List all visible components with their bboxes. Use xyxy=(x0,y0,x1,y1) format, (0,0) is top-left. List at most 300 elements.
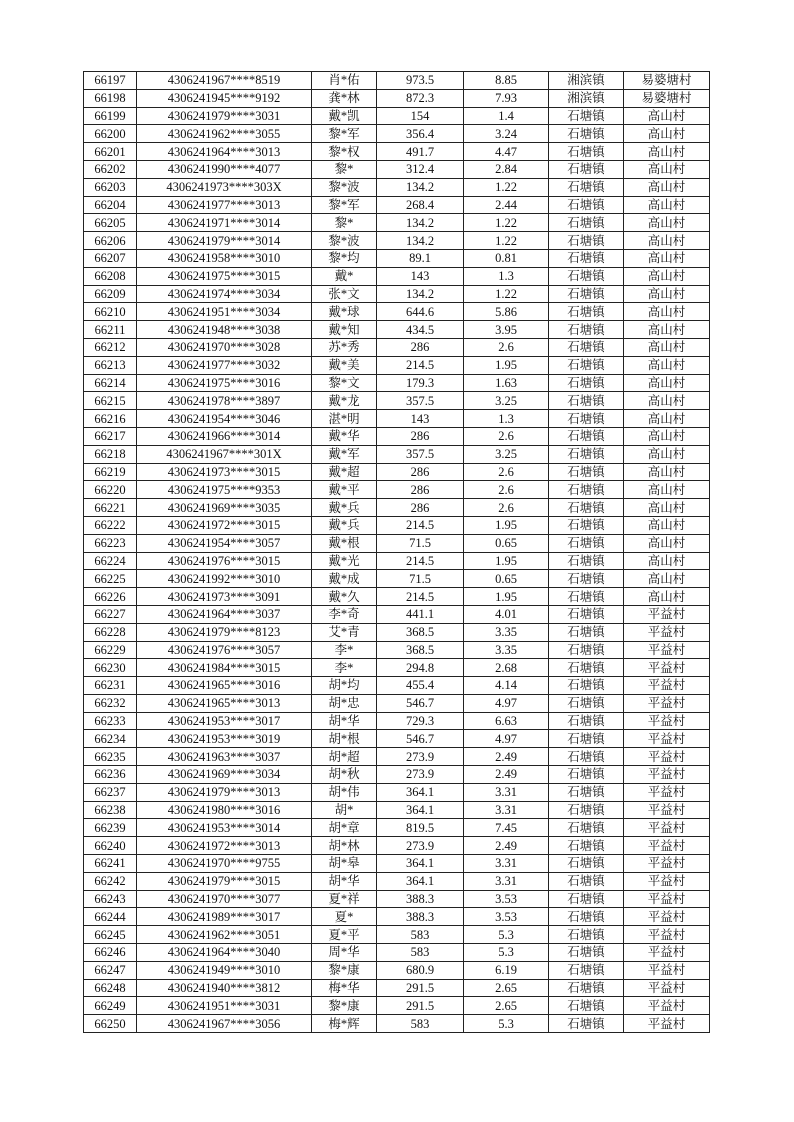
town-cell: 石塘镇 xyxy=(549,356,624,374)
amount-cell: 134.2 xyxy=(377,214,464,232)
town-cell: 石塘镇 xyxy=(549,872,624,890)
town-cell: 石塘镇 xyxy=(549,499,624,517)
table-row xyxy=(84,143,710,161)
id-number-cell: 4306241973****3015 xyxy=(137,463,312,481)
area-cell: 2.6 xyxy=(464,338,549,356)
name-cell: 胡*章 xyxy=(312,819,377,837)
table-row xyxy=(84,481,710,499)
name-cell: 黎*波 xyxy=(312,178,377,196)
area-cell: 2.44 xyxy=(464,196,549,214)
table-row xyxy=(84,979,710,997)
town-cell: 石塘镇 xyxy=(549,285,624,303)
village-cell: 高山村 xyxy=(624,196,710,214)
name-cell: 龚*林 xyxy=(312,89,377,107)
table-row xyxy=(84,623,710,641)
table-row xyxy=(84,321,710,339)
town-cell: 石塘镇 xyxy=(549,232,624,250)
amount-cell: 291.5 xyxy=(377,997,464,1015)
town-cell: 湘滨镇 xyxy=(549,72,624,90)
row-number-cell: 66240 xyxy=(84,837,137,855)
name-cell: 戴*兵 xyxy=(312,499,377,517)
village-cell: 高山村 xyxy=(624,285,710,303)
village-cell: 高山村 xyxy=(624,445,710,463)
row-number-cell: 66225 xyxy=(84,570,137,588)
town-cell: 湘滨镇 xyxy=(549,89,624,107)
area-cell: 2.6 xyxy=(464,481,549,499)
id-number-cell: 4306241958****3010 xyxy=(137,249,312,267)
village-cell: 平益村 xyxy=(624,605,710,623)
id-number-cell: 4306241974****3034 xyxy=(137,285,312,303)
name-cell: 胡*根 xyxy=(312,730,377,748)
id-number-cell: 4306241970****3028 xyxy=(137,338,312,356)
amount-cell: 291.5 xyxy=(377,979,464,997)
amount-cell: 134.2 xyxy=(377,285,464,303)
village-cell: 高山村 xyxy=(624,534,710,552)
name-cell: 戴*成 xyxy=(312,570,377,588)
village-cell: 高山村 xyxy=(624,570,710,588)
row-number-cell: 66211 xyxy=(84,321,137,339)
area-cell: 2.65 xyxy=(464,997,549,1015)
table-row xyxy=(84,855,710,873)
area-cell: 7.45 xyxy=(464,819,549,837)
row-number-cell: 66208 xyxy=(84,267,137,285)
name-cell: 戴*美 xyxy=(312,356,377,374)
table-row xyxy=(84,107,710,125)
row-number-cell: 66227 xyxy=(84,605,137,623)
village-cell: 高山村 xyxy=(624,214,710,232)
amount-cell: 364.1 xyxy=(377,801,464,819)
village-cell: 平益村 xyxy=(624,855,710,873)
table-row xyxy=(84,463,710,481)
id-number-cell: 4306241979****8123 xyxy=(137,623,312,641)
town-cell: 石塘镇 xyxy=(549,659,624,677)
table-row xyxy=(84,783,710,801)
table-row xyxy=(84,766,710,784)
name-cell: 黎* xyxy=(312,214,377,232)
town-cell: 石塘镇 xyxy=(549,837,624,855)
table-row xyxy=(84,125,710,143)
amount-cell: 819.5 xyxy=(377,819,464,837)
row-number-cell: 66197 xyxy=(84,72,137,90)
row-number-cell: 66226 xyxy=(84,588,137,606)
row-number-cell: 66220 xyxy=(84,481,137,499)
area-cell: 1.95 xyxy=(464,356,549,374)
name-cell: 夏* xyxy=(312,908,377,926)
area-cell: 1.95 xyxy=(464,588,549,606)
village-cell: 高山村 xyxy=(624,463,710,481)
village-cell: 平益村 xyxy=(624,837,710,855)
area-cell: 0.65 xyxy=(464,570,549,588)
name-cell: 黎*军 xyxy=(312,196,377,214)
name-cell: 苏*秀 xyxy=(312,338,377,356)
area-cell: 0.65 xyxy=(464,534,549,552)
id-number-cell: 4306241984****3015 xyxy=(137,659,312,677)
town-cell: 石塘镇 xyxy=(549,214,624,232)
name-cell: 胡*伟 xyxy=(312,783,377,801)
area-cell: 2.49 xyxy=(464,766,549,784)
village-cell: 高山村 xyxy=(624,552,710,570)
row-number-cell: 66203 xyxy=(84,178,137,196)
amount-cell: 214.5 xyxy=(377,516,464,534)
town-cell: 石塘镇 xyxy=(549,267,624,285)
town-cell: 石塘镇 xyxy=(549,748,624,766)
area-cell: 1.3 xyxy=(464,267,549,285)
area-cell: 5.86 xyxy=(464,303,549,321)
town-cell: 石塘镇 xyxy=(549,855,624,873)
village-cell: 高山村 xyxy=(624,338,710,356)
amount-cell: 268.4 xyxy=(377,196,464,214)
village-cell: 平益村 xyxy=(624,712,710,730)
amount-cell: 143 xyxy=(377,410,464,428)
row-number-cell: 66221 xyxy=(84,499,137,517)
village-cell: 平益村 xyxy=(624,1015,710,1033)
village-cell: 高山村 xyxy=(624,267,710,285)
table-row xyxy=(84,392,710,410)
village-cell: 平益村 xyxy=(624,623,710,641)
id-number-cell: 4306241964****3037 xyxy=(137,605,312,623)
amount-cell: 143 xyxy=(377,267,464,285)
table-row xyxy=(84,926,710,944)
name-cell: 胡*林 xyxy=(312,837,377,855)
town-cell: 石塘镇 xyxy=(549,623,624,641)
id-number-cell: 4306241940****3812 xyxy=(137,979,312,997)
village-cell: 平益村 xyxy=(624,677,710,695)
area-cell: 1.3 xyxy=(464,410,549,428)
village-cell: 平益村 xyxy=(624,944,710,962)
table-row xyxy=(84,356,710,374)
name-cell: 湛*明 xyxy=(312,410,377,428)
table-row xyxy=(84,338,710,356)
table-row xyxy=(84,445,710,463)
id-number-cell: 4306241951****3031 xyxy=(137,997,312,1015)
amount-cell: 273.9 xyxy=(377,748,464,766)
table-row xyxy=(84,1015,710,1033)
id-number-cell: 4306241948****3038 xyxy=(137,321,312,339)
id-number-cell: 4306241978****3897 xyxy=(137,392,312,410)
village-cell: 平益村 xyxy=(624,997,710,1015)
id-number-cell: 4306241951****3034 xyxy=(137,303,312,321)
village-cell: 平益村 xyxy=(624,694,710,712)
row-number-cell: 66237 xyxy=(84,783,137,801)
name-cell: 黎*军 xyxy=(312,125,377,143)
table-row xyxy=(84,712,710,730)
row-number-cell: 66229 xyxy=(84,641,137,659)
name-cell: 戴*平 xyxy=(312,481,377,499)
id-number-cell: 4306241963****3037 xyxy=(137,748,312,766)
village-cell: 平益村 xyxy=(624,766,710,784)
name-cell: 李*奇 xyxy=(312,605,377,623)
village-cell: 平益村 xyxy=(624,801,710,819)
name-cell: 肖*佑 xyxy=(312,72,377,90)
name-cell: 戴*知 xyxy=(312,321,377,339)
table-row xyxy=(84,499,710,517)
table-row xyxy=(84,534,710,552)
table-row xyxy=(84,872,710,890)
id-number-cell: 4306241979****3013 xyxy=(137,783,312,801)
name-cell: 胡*皋 xyxy=(312,855,377,873)
name-cell: 胡* xyxy=(312,801,377,819)
area-cell: 1.95 xyxy=(464,516,549,534)
table-row xyxy=(84,908,710,926)
name-cell: 周*华 xyxy=(312,944,377,962)
town-cell: 石塘镇 xyxy=(549,249,624,267)
name-cell: 胡*忠 xyxy=(312,694,377,712)
id-number-cell: 4306241975****3015 xyxy=(137,267,312,285)
row-number-cell: 66246 xyxy=(84,944,137,962)
id-number-cell: 4306241976****3015 xyxy=(137,552,312,570)
table-row xyxy=(84,516,710,534)
village-cell: 高山村 xyxy=(624,410,710,428)
name-cell: 戴*根 xyxy=(312,534,377,552)
row-number-cell: 66201 xyxy=(84,143,137,161)
town-cell: 石塘镇 xyxy=(549,1015,624,1033)
area-cell: 1.22 xyxy=(464,178,549,196)
amount-cell: 286 xyxy=(377,338,464,356)
town-cell: 石塘镇 xyxy=(549,997,624,1015)
table-row xyxy=(84,641,710,659)
village-cell: 平益村 xyxy=(624,819,710,837)
name-cell: 戴*光 xyxy=(312,552,377,570)
area-cell: 3.24 xyxy=(464,125,549,143)
area-cell: 6.19 xyxy=(464,961,549,979)
name-cell: 夏*祥 xyxy=(312,890,377,908)
village-cell: 高山村 xyxy=(624,427,710,445)
id-number-cell: 4306241962****3055 xyxy=(137,125,312,143)
town-cell: 石塘镇 xyxy=(549,890,624,908)
id-number-cell: 4306241971****3014 xyxy=(137,214,312,232)
row-number-cell: 66247 xyxy=(84,961,137,979)
village-cell: 平益村 xyxy=(624,979,710,997)
table-row xyxy=(84,160,710,178)
table-row xyxy=(84,72,710,90)
village-cell: 平益村 xyxy=(624,961,710,979)
amount-cell: 546.7 xyxy=(377,694,464,712)
row-number-cell: 66248 xyxy=(84,979,137,997)
town-cell: 石塘镇 xyxy=(549,819,624,837)
row-number-cell: 66218 xyxy=(84,445,137,463)
name-cell: 黎*波 xyxy=(312,232,377,250)
town-cell: 石塘镇 xyxy=(549,730,624,748)
village-cell: 高山村 xyxy=(624,392,710,410)
row-number-cell: 66215 xyxy=(84,392,137,410)
area-cell: 2.6 xyxy=(464,463,549,481)
area-cell: 1.22 xyxy=(464,232,549,250)
village-cell: 平益村 xyxy=(624,641,710,659)
table-row xyxy=(84,997,710,1015)
amount-cell: 273.9 xyxy=(377,837,464,855)
amount-cell: 441.1 xyxy=(377,605,464,623)
amount-cell: 583 xyxy=(377,1015,464,1033)
area-cell: 2.84 xyxy=(464,160,549,178)
row-number-cell: 66217 xyxy=(84,427,137,445)
row-number-cell: 66228 xyxy=(84,623,137,641)
id-number-cell: 4306241949****3010 xyxy=(137,961,312,979)
table-row xyxy=(84,944,710,962)
town-cell: 石塘镇 xyxy=(549,766,624,784)
area-cell: 5.3 xyxy=(464,944,549,962)
town-cell: 石塘镇 xyxy=(549,677,624,695)
id-number-cell: 4306241962****3051 xyxy=(137,926,312,944)
table-row xyxy=(84,427,710,445)
row-number-cell: 66239 xyxy=(84,819,137,837)
amount-cell: 154 xyxy=(377,107,464,125)
table-row xyxy=(84,570,710,588)
area-cell: 2.49 xyxy=(464,748,549,766)
name-cell: 黎*均 xyxy=(312,249,377,267)
name-cell: 胡*均 xyxy=(312,677,377,695)
amount-cell: 364.1 xyxy=(377,783,464,801)
id-number-cell: 4306241967****8519 xyxy=(137,72,312,90)
area-cell: 3.25 xyxy=(464,392,549,410)
table-row xyxy=(84,694,710,712)
village-cell: 高山村 xyxy=(624,516,710,534)
name-cell: 戴*兵 xyxy=(312,516,377,534)
row-number-cell: 66204 xyxy=(84,196,137,214)
row-number-cell: 66222 xyxy=(84,516,137,534)
area-cell: 5.3 xyxy=(464,1015,549,1033)
amount-cell: 644.6 xyxy=(377,303,464,321)
name-cell: 戴*华 xyxy=(312,427,377,445)
village-cell: 高山村 xyxy=(624,125,710,143)
row-number-cell: 66199 xyxy=(84,107,137,125)
id-number-cell: 4306241979****3015 xyxy=(137,872,312,890)
amount-cell: 872.3 xyxy=(377,89,464,107)
row-number-cell: 66238 xyxy=(84,801,137,819)
id-number-cell: 4306241979****3031 xyxy=(137,107,312,125)
area-cell: 3.95 xyxy=(464,321,549,339)
amount-cell: 286 xyxy=(377,481,464,499)
town-cell: 石塘镇 xyxy=(549,908,624,926)
row-number-cell: 66244 xyxy=(84,908,137,926)
amount-cell: 455.4 xyxy=(377,677,464,695)
name-cell: 胡*超 xyxy=(312,748,377,766)
data-table xyxy=(83,71,710,1033)
id-number-cell: 4306241964****3013 xyxy=(137,143,312,161)
amount-cell: 89.1 xyxy=(377,249,464,267)
town-cell: 石塘镇 xyxy=(549,427,624,445)
village-cell: 高山村 xyxy=(624,107,710,125)
town-cell: 石塘镇 xyxy=(549,481,624,499)
table-row xyxy=(84,748,710,766)
town-cell: 石塘镇 xyxy=(549,392,624,410)
name-cell: 戴*超 xyxy=(312,463,377,481)
row-number-cell: 66243 xyxy=(84,890,137,908)
amount-cell: 134.2 xyxy=(377,232,464,250)
amount-cell: 546.7 xyxy=(377,730,464,748)
table-row xyxy=(84,588,710,606)
village-cell: 平益村 xyxy=(624,908,710,926)
amount-cell: 357.5 xyxy=(377,445,464,463)
row-number-cell: 66216 xyxy=(84,410,137,428)
town-cell: 石塘镇 xyxy=(549,107,624,125)
row-number-cell: 66200 xyxy=(84,125,137,143)
row-number-cell: 66231 xyxy=(84,677,137,695)
area-cell: 3.31 xyxy=(464,783,549,801)
area-cell: 3.31 xyxy=(464,872,549,890)
id-number-cell: 4306241965****3013 xyxy=(137,694,312,712)
village-cell: 平益村 xyxy=(624,783,710,801)
amount-cell: 356.4 xyxy=(377,125,464,143)
village-cell: 高山村 xyxy=(624,588,710,606)
name-cell: 戴* xyxy=(312,267,377,285)
town-cell: 石塘镇 xyxy=(549,516,624,534)
amount-cell: 357.5 xyxy=(377,392,464,410)
area-cell: 1.95 xyxy=(464,552,549,570)
id-number-cell: 4306241973****3091 xyxy=(137,588,312,606)
name-cell: 张*文 xyxy=(312,285,377,303)
town-cell: 石塘镇 xyxy=(549,321,624,339)
village-cell: 高山村 xyxy=(624,321,710,339)
id-number-cell: 4306241989****3017 xyxy=(137,908,312,926)
table-row xyxy=(84,303,710,321)
row-number-cell: 66236 xyxy=(84,766,137,784)
town-cell: 石塘镇 xyxy=(549,694,624,712)
village-cell: 高山村 xyxy=(624,499,710,517)
amount-cell: 71.5 xyxy=(377,570,464,588)
id-number-cell: 4306241972****3013 xyxy=(137,837,312,855)
village-cell: 易婆塘村 xyxy=(624,89,710,107)
village-cell: 平益村 xyxy=(624,748,710,766)
row-number-cell: 66205 xyxy=(84,214,137,232)
row-number-cell: 66235 xyxy=(84,748,137,766)
amount-cell: 434.5 xyxy=(377,321,464,339)
table-body xyxy=(84,72,710,1033)
amount-cell: 729.3 xyxy=(377,712,464,730)
town-cell: 石塘镇 xyxy=(549,552,624,570)
id-number-cell: 4306241975****3016 xyxy=(137,374,312,392)
table-row xyxy=(84,837,710,855)
village-cell: 平益村 xyxy=(624,890,710,908)
amount-cell: 286 xyxy=(377,463,464,481)
id-number-cell: 4306241964****3040 xyxy=(137,944,312,962)
town-cell: 石塘镇 xyxy=(549,374,624,392)
name-cell: 黎* xyxy=(312,160,377,178)
area-cell: 3.31 xyxy=(464,855,549,873)
area-cell: 3.35 xyxy=(464,623,549,641)
name-cell: 梅*辉 xyxy=(312,1015,377,1033)
amount-cell: 368.5 xyxy=(377,641,464,659)
amount-cell: 286 xyxy=(377,499,464,517)
village-cell: 高山村 xyxy=(624,143,710,161)
id-number-cell: 4306241969****3034 xyxy=(137,766,312,784)
name-cell: 李* xyxy=(312,659,377,677)
area-cell: 1.63 xyxy=(464,374,549,392)
area-cell: 1.22 xyxy=(464,214,549,232)
id-number-cell: 4306241976****3057 xyxy=(137,641,312,659)
row-number-cell: 66232 xyxy=(84,694,137,712)
village-cell: 高山村 xyxy=(624,356,710,374)
table-row xyxy=(84,605,710,623)
name-cell: 艾*青 xyxy=(312,623,377,641)
table-row xyxy=(84,659,710,677)
name-cell: 胡*秋 xyxy=(312,766,377,784)
amount-cell: 388.3 xyxy=(377,890,464,908)
area-cell: 4.14 xyxy=(464,677,549,695)
table-row xyxy=(84,961,710,979)
row-number-cell: 66209 xyxy=(84,285,137,303)
town-cell: 石塘镇 xyxy=(549,605,624,623)
village-cell: 高山村 xyxy=(624,303,710,321)
town-cell: 石塘镇 xyxy=(549,125,624,143)
amount-cell: 491.7 xyxy=(377,143,464,161)
name-cell: 黎*文 xyxy=(312,374,377,392)
village-cell: 高山村 xyxy=(624,374,710,392)
amount-cell: 364.1 xyxy=(377,872,464,890)
row-number-cell: 66210 xyxy=(84,303,137,321)
name-cell: 戴*球 xyxy=(312,303,377,321)
table-row xyxy=(84,552,710,570)
row-number-cell: 66207 xyxy=(84,249,137,267)
